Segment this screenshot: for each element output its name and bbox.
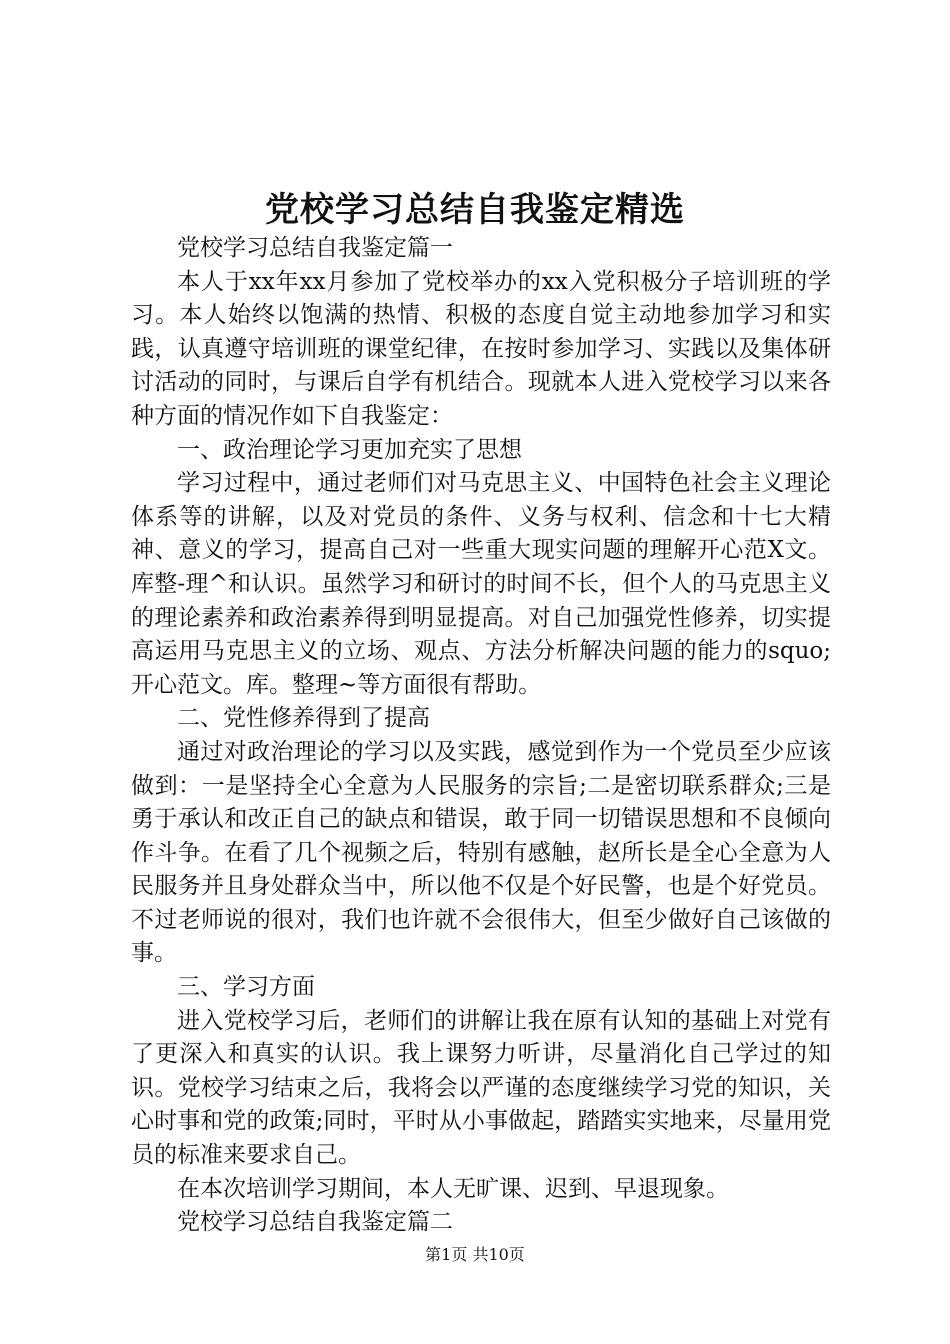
page-number-footer: 第1页 共10页 (425, 1245, 525, 1264)
subheading-party-spirit: 二、党性修养得到了提高 (177, 705, 430, 732)
intro-paragraph: 本人于xx年xx月参加了党校举办的xx入党积极分子培训班的学习。本人始终以饱满的热情、积极的态度自觉主动地参加学习和实践，认真遵守培训班的课堂纪律，在按时参加学习、实践以及集体研讨活动的同时，与课后自学有机结合。现就本人进入党校学习以来各种方面的情况作如下自我鉴定： (131, 268, 831, 429)
political-theory-paragraph: 学习过程中，通过老师们对马克思主义、中国特色社会主义理论体系等的讲解，以及对党员的条件、义务与权利、信念和十七大精神、意义的学习，提高自己对一些重大现实问题的理解开心范X文。库整-理^和认识。虽然学习和研讨的时间不长，但个人的马克思主义的理论素养和政治素养得到明显提高。对自己加强党性修养，切实提高运用马克思主义的立场、观点、方法分析解决问题的能力的squo;开心范文。库。整理~等方面很有帮助。 (131, 470, 831, 698)
section-heading-part-two: 党校学习总结自我鉴定篇二 (177, 1209, 453, 1236)
study-paragraph: 进入党校学习后，老师们的讲解让我在原有认知的基础上对党有了更深入和真实的认识。我上课努力听讲，尽量消化自己学过的知识。党校学习结束之后，我将会以严谨的态度继续学习党的知识，关心时事和党的政策;同时，平时从小事做起，踏踏实实地来，尽量用党员的标准来要求自己。 (131, 1007, 831, 1169)
attendance-paragraph: 在本次培训学习期间，本人无旷课、迟到、早退现象。 (177, 1175, 729, 1202)
party-spirit-paragraph: 通过对政治理论的学习以及实践，感觉到作为一个党员至少应该做到：一是坚持全心全意为人民服务的宗旨;二是密切联系群众;三是勇于承认和改正自己的缺点和错误，敢于同一切错误思想和不良倾向作斗争。在看了几个视频之后，特别有感触，赵所长是全心全意为人民服务并且身处群众当中，所以他不仅是个好民警，也是个好党员。不过老师说的很对，我们也许就不会很伟大，但至少做好自己该做的事。 (131, 738, 831, 967)
document-title: 党校学习总结自我鉴定精选 (265, 190, 685, 230)
subheading-study: 三、学习方面 (177, 974, 315, 1001)
document-body (131, 232, 831, 1240)
section-heading-part-one: 党校学习总结自我鉴定篇一 (177, 235, 453, 261)
subheading-political-theory: 一、政治理论学习更加充实了思想 (177, 436, 522, 463)
